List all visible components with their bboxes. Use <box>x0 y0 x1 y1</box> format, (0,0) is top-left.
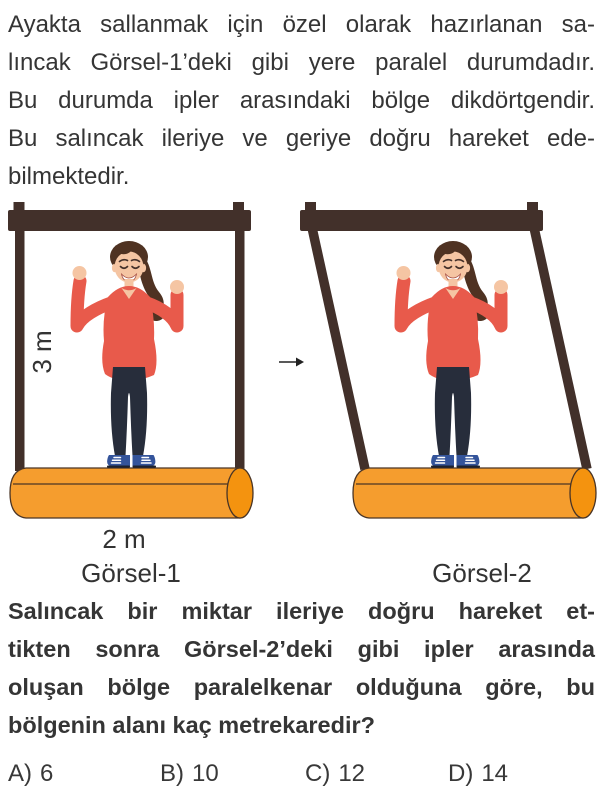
swing-figure-2 <box>300 202 596 588</box>
rope-right-slanted <box>533 223 587 469</box>
option-d-label: D) <box>448 760 474 787</box>
log-seat <box>10 468 253 518</box>
figure-illustration <box>0 195 604 590</box>
option-a-label: A) <box>8 760 32 787</box>
option-a-value: 6 <box>40 760 54 787</box>
question-line: tikten sonra Görsel-2’deki gibi ipler arasında <box>8 636 595 662</box>
answer-options <box>0 760 604 796</box>
rope-left <box>15 223 25 471</box>
intro-line: lıncak Görsel-1’deki gibi yere paralel durumdadır. <box>8 49 595 76</box>
option-c-value: 12 <box>338 760 366 787</box>
top-bar <box>8 210 251 231</box>
right-arrow-icon <box>279 358 304 367</box>
option-b-label: B) <box>160 760 184 787</box>
question-paragraph <box>8 592 595 744</box>
question-line: Salıncak bir miktar ileriye doğru hareket et- <box>8 598 595 624</box>
question-line: bölgenin alanı kaç metrekaredir? <box>8 712 375 738</box>
label-width-2m: 2 m <box>102 524 146 554</box>
question-line: oluşan bölge paralelkenar olduğuna göre, bu <box>8 674 595 700</box>
swing-figure-1 <box>8 202 253 588</box>
swing-figure-svg <box>0 195 604 590</box>
top-bar <box>300 210 543 231</box>
option-a <box>8 760 53 788</box>
option-c-label: C) <box>305 760 331 787</box>
intro-line: Bu salıncak ileriye ve geriye doğru hareket ede- <box>8 125 595 152</box>
option-d <box>448 760 508 788</box>
label-height-3m: 3 m <box>27 330 57 374</box>
caption-gorsel-1: Görsel-1 <box>81 558 181 588</box>
intro-line: Bu durumda ipler arasındaki bölge dikdörtgendir. <box>8 87 595 114</box>
intro-line: bilmektedir. <box>8 163 130 190</box>
rope-right <box>235 223 245 471</box>
intro-line: Ayakta sallanmak için özel olarak hazırlanan sa- <box>8 11 595 38</box>
standing-woman <box>73 241 185 468</box>
option-b <box>160 760 219 788</box>
rope-left-slanted <box>311 223 365 469</box>
standing-woman <box>397 241 509 468</box>
option-b-value: 10 <box>192 760 219 787</box>
log-seat <box>353 468 596 518</box>
caption-gorsel-2: Görsel-2 <box>432 558 532 588</box>
intro-paragraph <box>8 6 595 196</box>
option-c <box>305 760 365 788</box>
option-d-value: 14 <box>481 760 509 787</box>
